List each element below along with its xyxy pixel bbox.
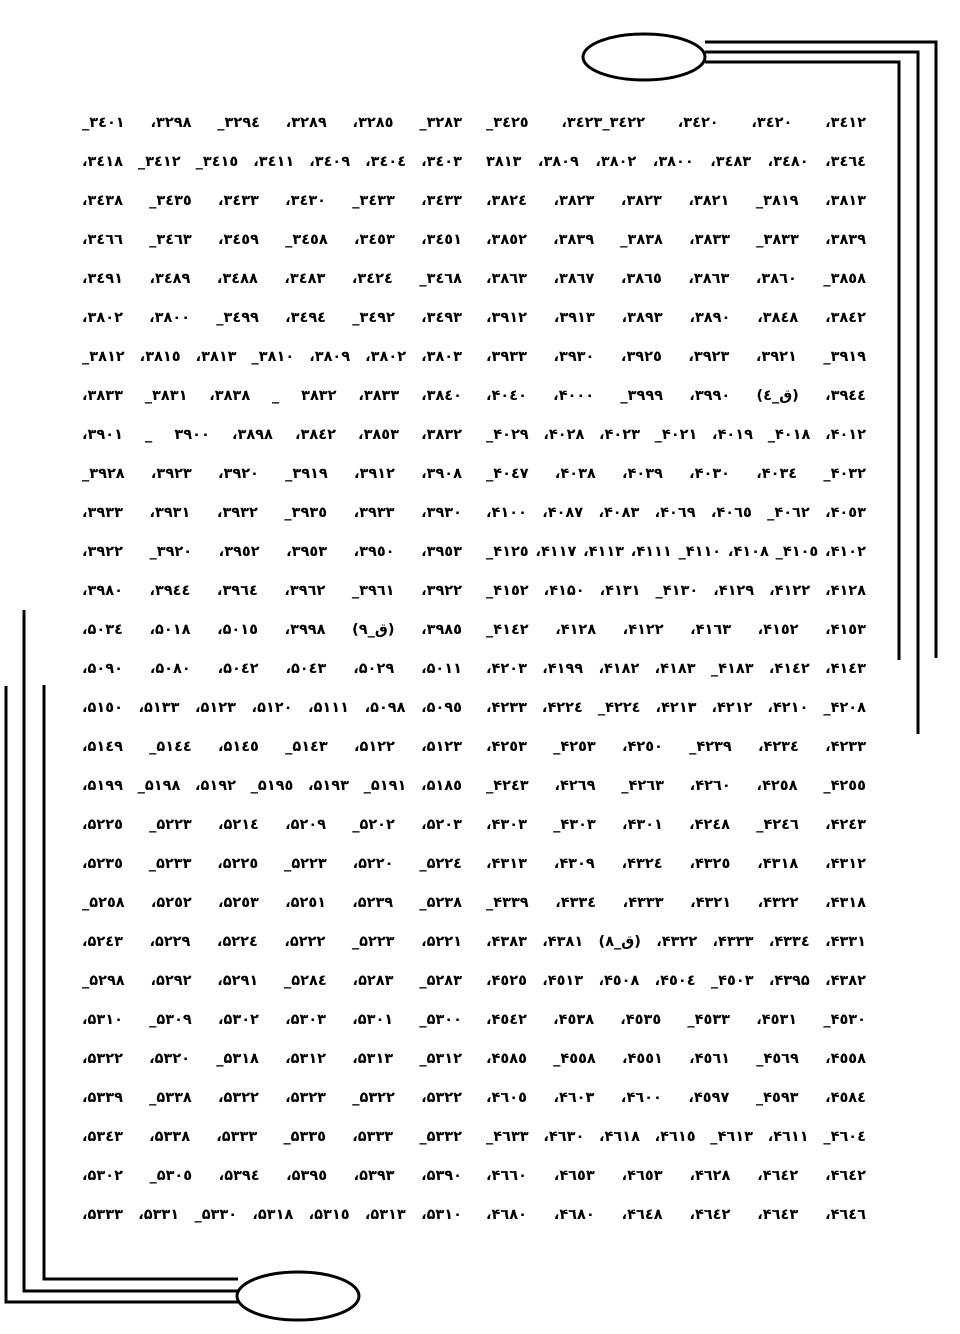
top-ornament-oval [583,34,705,80]
text-line: ۳٤۳۳، ۳٤۳۳_ ۳٤۳۰، ۳٤۳۳، ۳٤۳٥_ ۳٤۳۸، [82,193,462,209]
text-line: ۴۱۲۸، ۴۱۲۲، ۴۱۲۹، ۴۱۳۰_ ۴۱۳۱، ۴۱۵۰، ۴۱٥۲_ [486,583,866,599]
right-text-column [486,104,866,1235]
text-line: ۵۱۸٥، ۵۱۹۱_ ۵۱۹۳، ۵۱۹٥_ ۵۱۹۲، ۵۱۹۸_ ۵۱۹۹، [82,778,462,794]
text-line: ۴٦٤٦، ۴٦٤۳، ۴٦٤٢، ۴٦٤۸، ۴٦۸۰، ۴٦۸۰، [486,1207,866,1223]
text-line: ۴۲۳۳، ۴۲۳٤، ۴۲۳۹_ ۴۲٥۰، ۴۲٥۳_ ۴۲٥۳، [486,739,866,755]
text-line: ۵۳۱۲_ ۵۳۱۳، ۵۳۱۲، ۵۳۱۸_ ۵۳۲۰، ۵۳۲۲، [82,1051,462,1067]
text-line: ۵۱۲۳، ۵۱۲۲، ۵۱٤۳_ ۵۱٤٥، ۵۱٤٤_ ۵۱٤۹، [82,739,462,755]
text-line: ۳٤۰۳، ۳٤۰٤، ۳٤۰۹، ۳٤۱۱، ۳٤۱٥_ ۳٤۱۲_ ۳٤۱۸، [82,154,462,170]
text-line: ۴۱۰۲، ۴۱۰٥_ ۴۱۰۸، ۴۱۱۰_ ۴۱۱۱، ۴۱۱۳، ۴۱۱۷، ۴۱۲٥_ [486,544,866,560]
text-line: ۵۲۸۳_ ۵۲۸۳، ۵۲٨٤_ ۵۲۹۱، ۵۲۹۲، ۵۲۹۸_ [82,973,462,989]
text-line: ۵۳۹۰، ۵۳۹۳، ۵۳۹٥، ۵۳۹٤، ۵۳۰٥_ ۵۳۰۲، [82,1168,462,1184]
text-line: ۵۳۲۲، ۵۳۲۲_ ۵۳۲۳، ۵۳۲۲، ۵۳۳۸_ ۵۳۳۹، [82,1090,462,1106]
text-line: ۳۲۸۳_ ۳۲۸٥، ۳۲۸۹، ۳۲۹٤_ ۳۲۹۸، ۳٤۰۱_ [82,115,462,131]
text-line: ۴۱٥۳، ۴۱٥۲، ۴۱٦۳، ۴۱۲۲، ۴۱۲۸، ۴۱٤۲_ [486,622,866,638]
text-line: ۳۹۳۰، ۳۹۳۳، ۳۹۳٥_ ۳۹۳۲، ۳۹۳۱، ۳۹۳۳، [82,505,462,521]
text-line: ۵۲۲٤_ ۵۲۲۰، ۵۲۲۳_ ۵۲۲٥، ۵۲۳۳_ ۵۲۳٥، [82,856,462,872]
text-line: ۳۹۸٥، (ق_۹) ۳۹۹۸، ۵۰۱٥، ۵۰۱۸، ۵۰۳٤، [82,622,462,638]
text-line: ۳٤۱۲، ۳٤۲۰، ۳٤۲۰، ۳٤۲۲_۳٤۲۳، ۳٤۲٥_ [486,115,866,131]
text-line: ۵۲۲۱، ۵۲۲۳_ ۵۲۲۲، ۵۲۲٤، ۵۲۲۹، ۵۲٤۳، [82,934,462,950]
text-line: ۴۱٤۳، ۴۱٤۲، ۴۱۸۳_ ۴۱۸۳، ۴۱۸۲، ۴۱۹۹، ۴۲۰۳، [486,661,866,677]
text-line: ۴۲۰۸_ ۴۲۱۰، ۴۲۱۲، ۴۲۱۳، ۴۲۲٤_ ۴۲۲٤، ۴۲۳۳، [486,700,866,716]
text-line: ۳۸٥۸_ ۳۸٦۰، ۳۸٦۳، ۳۸٦٥، ۳۸٦۷، ۳۸٦۳، [486,271,866,287]
text-line: ۵۲۳۸_ ۵۲۳۹، ۵۲٥۱، ۵۲٥۳، ۵۲٥۲، ۵۲٥۸_ [82,895,462,911]
text-line: ۵۳۳۲_ ۵۳۳۳، ۵۳۳٥_ ۵۳۳۳، ۵۳۳۸، ۵۳٤۳، [82,1129,462,1145]
text-line: ۳۸۰۳، ۳۸۰۲، ۳۸۰۹، ۳۸۱۰_ ۳۸۱۳، ۳۸۱٥، ۳۸۱۲_ [82,349,462,365]
text-line: ۴۰۱۲، ۴۰۱۸_ ۴۰۱۹، ۴۰۲۱_ ۴۰۲۳، ۴۰۲۸، ۴۰۲۹_ [486,427,866,443]
text-line: ۴۳۸۲، ۴۳۹۵، ۴٥۰۳_ ۴٥۰٤، ۴٥۰۸، ۴٥۱۳، ۴٥۲٥، [486,973,866,989]
text-line: ۳۸۱۳، ۳۸۱۹_ ۳۸۲۱، ۳۸۲۳، ۳۸۲۳، ۳۸۲٤، [486,193,866,209]
text-line: ۴٥٨٤، ۴٥۹۳_ ۴٥۹۷، ۴٦۰۰، ۴٦۰۳، ۴٦۰٥، [486,1090,866,1106]
text-line: ۴۰۳۲_ ۴۰۳٤، ۴۰۳۰، ۴۰۳۹، ۴۰۳۸، ۴۰٤۷_ [486,466,866,482]
text-line: ۴۳۱۸، ۴۳۲۲، ۴۳۲۱، ۴۳۳۳، ۴۳۳٤، ۴۳۳۹_ [486,895,866,911]
text-line: ۵۰۹٥، ۵۰۹۸، ۵۱۱۱، ۵۱۲۰، ۵۱۲۳، ۵۱۳۳، ۵۱٥۰، [82,700,462,716]
text-line: ۳۸٤۲، ۳۸٤۸، ۳۸۹۰، ۳۸۹۳، ۳۹۱۳، ۳۹۱۲، [486,310,866,326]
text-line: ۳۹۲۲، ۳۹٦۱_ ۳۹٦۲، ۳۹٦٤، ۳۹٤٤، ۳۹۸۰، [82,583,462,599]
text-line: ۳٤٦۸_ ۳٤۲٤، ۳٤۸۳، ۳٤۸۸، ۳٤۸۹، ۳٤۹۱، [82,271,462,287]
text-line: ۳۹٥۳، ۳۹٥۰، ۳۹٥۳، ۳۹٥۲، ۳۹۲۰_ ۳۹۲۲، [82,544,462,560]
text-line: ۳٤٥۱، ۳٤٥۳، ۳٤٥۸_ ۳٤٥۹، ۳٤٦۳_ ۳٤٦٦، [82,232,462,248]
text-line: ۳٤٦٤، ۳٤۸۰، ۳٤۸۳، ۳۸۰۰، ۳۸۰۲، ۳۸۰۹، ۳۸۱۳ [486,154,866,170]
text-line: ۴۰٥۳، ۴۰٦۲_ ۴۰٦٥، ۴۰٦۹، ۴۰۸۳، ۴۰۸۷، ۴۱۰۰، [486,505,866,521]
text-line: ۴٥٥۸، ۴٥٦۹_ ۴٥٦۱، ۴٥٥۱، ۴٥٥۸_ ۴٥۸٥، [486,1051,866,1067]
text-line: ۵۳۱۰، ۵۳۱۳، ۵۳۱٥، ۵۳۱۸، ۵۳۳۰_ ۵۳۳۱، ۵۳۳۳، [82,1207,462,1223]
text-line: ۴۲٥٥_ ۴۲٥۸، ۴۲٦۰، ۴۲٦۳_ ۴۲٦۹، ۴۲٤۳_ [486,778,866,794]
text-line: ۳۸٤۰، ۳۸۳۳، ۳۸۳۲ _ ۳۸۳۸، ۳۸۳۱_ ۳۸۳۳، [82,388,462,404]
text-line: ۵۳۰۰_ ۵۳۰۱، ۵۳۰۳، ۵۳۰۲، ۵۳۰۹_ ۵۳۱۰، [82,1012,462,1028]
text-line: ۳۹٤٤، (ق_٤) ۳۹۹۰، ۳۹۹۹_ ۴۰۰۰، ۴۰٤۰، [486,388,866,404]
text-line: ۴٥۳۰_ ۴٥۳۱، ۴٥۳۳_ ۴٥۳٥، ۴٥۳۸، ۴٥٤۲، [486,1012,866,1028]
left-text-column [82,104,462,1235]
text-line: ۳۹۰۸، ۳۹۱۲، ۳۹۱۹_ ۳۹۲۰، ۳۹۲۳، ۳۹۲۸_ [82,466,462,482]
text-line: ۳۸۳۲، ۳۸٥۳، ۳۸٤۲، ۳۸۹۸، ۳۹۰۰ _ ۳۹۰۱، [82,427,462,443]
text-line: ۵۲۰۳، ۵۲۰۲_ ۵۲۰۹، ۵۲۱٤، ۵۲۲۳_ ۵۲۲٥، [82,817,462,833]
text-line: ۴٦۰٤_ ۴٦۱۱، ۴٦۱۳_ ۴٦۱٥، ۴٦۱۸، ۴٦۳۰، ۴٦۳۳_ [486,1129,866,1145]
text-line: ۳۸۳۹، ۳۸۳۳_ ۳۸۳۳، ۳۸۳۸_ ۳۸۳۹، ۳۸٥۲، [486,232,866,248]
text-line: ۴۲٤۳، ۴۲٤٦_ ۴۲٤۸، ۴۳۰۱، ۴۳۰۳_ ۴۳۰۳، [486,817,866,833]
text-line: ۳٤۹۳، ۳٤۹۲_ ۳٤۹٤، ۳٤۹۹_ ۳۸۰۰، ۳۸۰۲، [82,310,462,326]
text-line: ۴۳۱۲، ۴۳۱۸، ۴۳۲٥، ۴۳۲٤، ۴۳۰۹، ۴۳۱۳، [486,856,866,872]
text-line: ۵۰۱۱، ۵۰۲۹، ۵۰٤۳، ۵۰٤۲، ۵۰۸۰، ۵۰۹۰، [82,661,462,677]
bottom-ornament-oval [237,1272,359,1320]
text-line: ۴۳۳۱، ۴۳۳٤، ۴۳۳۳، ۴۳۲۲، (ق_۸) ۴۳۸۱، ۴۳۸۳، [486,934,866,950]
text-line: ۴٦٤۲، ۴٦٤۲، ۴٦۲۸، ۴٦٥۳، ۴٦٥۳، ۴٦٦۰، [486,1168,866,1184]
text-line: ۳۹۱۹_ ۳۹۲۱، ۳۹۲۳، ۳۹۲٥، ۳۹۳۰، ۳۹۳۳، [486,349,866,365]
